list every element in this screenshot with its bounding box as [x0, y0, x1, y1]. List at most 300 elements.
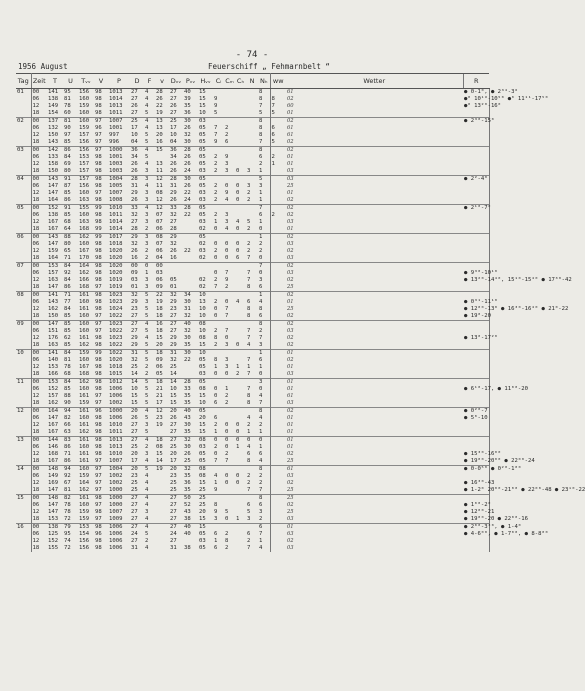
- value-cell: 30: [183, 118, 198, 126]
- value-cell: 40: [183, 89, 198, 97]
- value-cell: 27: [131, 219, 138, 225]
- value-cell: 3: [225, 357, 229, 363]
- value-cell: 0: [258, 386, 270, 393]
- value-cell: 0: [235, 437, 246, 445]
- value-cell: [270, 89, 286, 97]
- value-cell: 6: [258, 502, 270, 509]
- value-cell: 3: [145, 284, 149, 290]
- value-cell: 152: [48, 386, 59, 392]
- value-cell: 2: [258, 241, 270, 248]
- value-cell: 168: [79, 371, 90, 377]
- value-cell: 72: [64, 545, 71, 551]
- value-cell: 99: [94, 234, 108, 242]
- value-cell: 18: [32, 197, 40, 203]
- value-cell: 163: [48, 342, 59, 348]
- value-cell: 36: [130, 147, 144, 155]
- value-cell: [155, 524, 169, 532]
- value-cell: [224, 110, 235, 118]
- value-cell: [235, 292, 246, 300]
- value-cell: 159: [79, 103, 90, 109]
- table-row: [16, 429, 489, 437]
- day-cell: [16, 509, 31, 516]
- value-cell: 9: [225, 190, 229, 196]
- value-cell: 0: [225, 371, 229, 377]
- value-cell: 150: [48, 168, 59, 174]
- value-cell: 150: [48, 313, 59, 319]
- value-cell: 25: [170, 444, 177, 450]
- value-cell: 167: [48, 458, 59, 464]
- value-cell: [235, 263, 246, 271]
- weather-cell: ●⁰ 13²⁰-16⁰: [464, 103, 502, 109]
- table-row: [16, 524, 489, 532]
- weather-cell: ● 0³¹-11¹⁰: [464, 299, 498, 305]
- value-cell: 03: [287, 270, 294, 276]
- value-cell: 158: [48, 161, 59, 167]
- weather-cell: [463, 473, 489, 480]
- value-cell: 4: [145, 502, 149, 508]
- value-cell: 28: [170, 226, 177, 232]
- value-cell: 4: [144, 118, 155, 126]
- value-cell: 03: [287, 219, 294, 225]
- value-cell: [183, 371, 198, 379]
- value-cell: 2: [225, 400, 229, 406]
- value-cell: 32: [131, 212, 138, 218]
- value-cell: 97: [95, 393, 102, 399]
- day-cell: [16, 96, 31, 103]
- value-cell: 137: [47, 118, 63, 126]
- table-row: [16, 183, 489, 190]
- value-cell: 01: [287, 364, 294, 370]
- value-cell: 25: [131, 364, 138, 370]
- value-cell: 81: [63, 118, 78, 126]
- column-header: Hᵥᵥ: [198, 74, 213, 89]
- value-cell: 98: [95, 241, 102, 247]
- value-cell: 160: [79, 386, 90, 392]
- day-cell: [16, 248, 31, 255]
- weather-cell: ● 12⁰⁰-21: [464, 509, 495, 515]
- value-cell: 00: [31, 147, 47, 155]
- value-cell: 35: [184, 103, 191, 109]
- value-cell: 9: [225, 277, 229, 283]
- value-cell: 157: [79, 132, 90, 138]
- value-cell: 03: [156, 270, 163, 276]
- value-cell: 1: [258, 234, 270, 242]
- value-cell: 29: [131, 342, 138, 348]
- weather-cell: [463, 255, 489, 263]
- value-cell: 07: [156, 219, 163, 225]
- value-cell: 06: [32, 183, 40, 189]
- value-cell: 27: [170, 328, 177, 334]
- value-cell: 156: [79, 139, 90, 145]
- value-cell: 8: [258, 306, 270, 313]
- value-cell: 176: [48, 335, 59, 341]
- value-cell: 10: [199, 110, 206, 116]
- value-cell: 1010: [108, 205, 130, 213]
- weather-cell: ●⁰ 10¹°-10⁵⁰ ●⁰ 11¹¹-17⁵⁰: [464, 96, 549, 102]
- value-cell: 1020: [109, 357, 123, 363]
- value-cell: 95: [64, 531, 71, 537]
- weather-cell: [463, 495, 489, 503]
- weather-cell: ● 4-6⁰⁰, ● 1-7⁰⁰, ● 8-8⁰⁰: [464, 531, 549, 537]
- value-cell: [246, 103, 258, 110]
- value-cell: [246, 118, 258, 126]
- value-cell: [213, 292, 224, 300]
- value-cell: 04: [131, 139, 138, 145]
- value-cell: 10: [198, 292, 213, 300]
- value-cell: 138: [47, 524, 63, 532]
- value-cell: 1023: [109, 299, 123, 305]
- value-cell: 4: [247, 444, 251, 450]
- value-cell: 09: [156, 284, 163, 290]
- value-cell: 7: [225, 270, 229, 276]
- weather-cell: ● 0-1⁰, ● 2³⁴-3⁶: [464, 89, 518, 95]
- value-cell: [270, 350, 286, 358]
- value-cell: 02: [287, 342, 294, 348]
- value-cell: 159: [79, 125, 90, 131]
- value-cell: [246, 161, 258, 168]
- value-cell: 4: [144, 147, 155, 155]
- value-cell: 4: [145, 183, 149, 189]
- column-header: V: [94, 74, 108, 89]
- value-cell: 19: [155, 466, 169, 474]
- value-cell: [235, 531, 246, 538]
- value-cell: 1013: [108, 89, 130, 97]
- value-cell: 12: [32, 422, 40, 428]
- value-cell: 27: [130, 321, 144, 329]
- value-cell: 18: [32, 255, 40, 261]
- value-cell: 01: [287, 299, 294, 305]
- value-cell: 8: [258, 466, 270, 474]
- value-cell: 3: [145, 212, 149, 218]
- weather-cell: [463, 350, 489, 358]
- value-cell: 1000: [108, 147, 130, 155]
- value-cell: [224, 263, 235, 271]
- value-cell: 147: [48, 190, 59, 196]
- value-cell: 04: [170, 139, 177, 145]
- value-cell: 31: [184, 306, 191, 312]
- value-cell: 161: [78, 292, 94, 300]
- value-cell: 91: [63, 205, 78, 213]
- value-cell: 7: [247, 277, 251, 283]
- table-row: [16, 103, 489, 110]
- value-cell: 7: [258, 139, 270, 147]
- column-header: N: [246, 74, 258, 89]
- weather-cell: ● 12⁰⁰-13⁰ ● 16³⁰-16⁴⁰ ● 21⁰-22: [464, 306, 569, 312]
- value-cell: 03: [199, 248, 206, 254]
- year-month: 1956 August: [18, 62, 68, 71]
- weather-cell: [463, 371, 489, 379]
- value-cell: 147: [48, 284, 59, 290]
- value-cell: [270, 473, 286, 480]
- value-cell: 23: [131, 473, 138, 479]
- value-cell: 98: [95, 248, 102, 254]
- value-cell: 4: [144, 89, 155, 97]
- value-cell: [270, 437, 286, 445]
- value-cell: 20: [130, 466, 144, 474]
- weather-cell: [463, 263, 489, 271]
- value-cell: 86: [64, 197, 71, 203]
- value-cell: [213, 147, 224, 155]
- value-cell: 05: [199, 132, 206, 138]
- value-cell: 01: [287, 110, 294, 116]
- value-cell: 7: [214, 132, 218, 138]
- value-cell: 96: [94, 408, 108, 416]
- table-row: [16, 415, 489, 422]
- value-cell: 32: [130, 292, 144, 300]
- value-cell: 01: [286, 379, 463, 387]
- value-cell: 7: [225, 328, 229, 334]
- value-cell: 12: [32, 103, 40, 109]
- value-cell: 71: [64, 255, 71, 261]
- weather-cell: [463, 284, 489, 292]
- value-cell: 3: [225, 219, 229, 225]
- value-cell: 25: [199, 502, 206, 508]
- value-cell: 160: [79, 444, 90, 450]
- value-cell: 27: [169, 437, 183, 445]
- value-cell: 09: [156, 357, 163, 363]
- value-cell: [235, 415, 246, 422]
- value-cell: 15: [156, 335, 163, 341]
- value-cell: 5: [247, 509, 251, 515]
- value-cell: 32: [131, 241, 138, 247]
- value-cell: [270, 408, 286, 416]
- value-cell: 31: [170, 183, 177, 189]
- value-cell: 25: [199, 487, 206, 493]
- value-cell: 06: [32, 125, 40, 131]
- value-cell: 156: [79, 545, 90, 551]
- value-cell: 2: [258, 248, 270, 255]
- value-cell: [246, 125, 258, 132]
- value-cell: 29: [131, 299, 138, 305]
- value-cell: 10: [199, 306, 206, 312]
- value-cell: 27: [170, 219, 177, 225]
- day-cell: [16, 255, 31, 263]
- value-cell: 06: [32, 531, 40, 537]
- value-cell: [246, 292, 258, 300]
- value-cell: 142: [47, 147, 63, 155]
- value-cell: 30: [184, 139, 191, 145]
- value-cell: [235, 277, 246, 284]
- value-cell: 12: [32, 306, 40, 312]
- value-cell: 27: [169, 524, 183, 532]
- value-cell: 24: [184, 168, 191, 174]
- value-cell: 27: [131, 538, 138, 544]
- value-cell: 147: [48, 502, 59, 508]
- value-cell: 26: [131, 161, 138, 167]
- value-cell: 0: [236, 168, 240, 174]
- value-cell: [183, 241, 198, 248]
- value-cell: 12: [155, 176, 169, 184]
- value-cell: 2: [270, 154, 286, 161]
- value-cell: 02: [286, 408, 463, 416]
- table-row: [16, 168, 489, 176]
- value-cell: 7: [247, 487, 251, 493]
- value-cell: 161: [79, 422, 90, 428]
- value-cell: 06: [32, 473, 40, 479]
- value-cell: 9: [214, 96, 218, 102]
- day-cell: 07: [16, 263, 31, 271]
- value-cell: 98: [95, 183, 102, 189]
- value-cell: 08: [156, 444, 163, 450]
- value-cell: 27: [170, 96, 177, 102]
- value-cell: 160: [79, 299, 90, 305]
- value-cell: 00: [31, 437, 47, 445]
- value-cell: 03: [287, 255, 294, 261]
- value-cell: 12: [32, 161, 40, 167]
- value-cell: 06: [32, 357, 40, 363]
- value-cell: 03: [199, 444, 206, 450]
- value-cell: 25: [287, 509, 294, 515]
- value-cell: 78: [64, 103, 71, 109]
- value-cell: 06: [32, 299, 40, 305]
- value-cell: 99: [94, 350, 108, 358]
- value-cell: 0: [214, 386, 218, 392]
- value-cell: [270, 451, 286, 458]
- value-cell: 81: [64, 357, 71, 363]
- value-cell: 0: [214, 306, 218, 312]
- value-cell: 160: [79, 212, 90, 218]
- table-row: [16, 234, 489, 242]
- value-cell: 4: [144, 495, 155, 503]
- value-cell: 32: [184, 328, 191, 334]
- weather-cell: ● 2²-4⁰: [464, 176, 488, 182]
- value-cell: 157: [48, 270, 59, 276]
- value-cell: 12: [32, 248, 40, 254]
- value-cell: 2: [214, 248, 218, 254]
- day-cell: [16, 306, 31, 313]
- day-cell: [16, 110, 31, 118]
- value-cell: 08: [155, 234, 169, 242]
- value-cell: 98: [95, 255, 102, 261]
- weather-cell: [463, 538, 489, 545]
- value-cell: 6: [258, 524, 270, 532]
- weather-cell: [463, 125, 489, 132]
- value-cell: 6: [214, 531, 218, 537]
- value-cell: 7: [247, 371, 251, 377]
- value-cell: 79: [63, 524, 78, 532]
- value-cell: 161: [79, 335, 90, 341]
- value-cell: 160: [78, 321, 94, 329]
- value-cell: 4: [258, 299, 270, 306]
- value-cell: [270, 197, 286, 205]
- value-cell: 0: [246, 437, 258, 445]
- value-cell: 0: [225, 480, 229, 486]
- value-cell: [270, 400, 286, 408]
- value-cell: 00: [31, 234, 47, 242]
- value-cell: 168: [48, 451, 59, 457]
- value-cell: 147: [48, 509, 59, 515]
- value-cell: 0: [214, 226, 218, 232]
- value-cell: 30: [184, 422, 191, 428]
- value-cell: 1006: [109, 393, 123, 399]
- value-cell: 26: [131, 248, 138, 254]
- value-cell: 1017: [108, 234, 130, 242]
- value-cell: [224, 379, 235, 387]
- value-cell: 10: [198, 350, 213, 358]
- value-cell: 23: [170, 306, 177, 312]
- value-cell: 18: [32, 371, 40, 377]
- value-cell: 1: [258, 292, 270, 300]
- value-cell: [235, 538, 246, 545]
- value-cell: [213, 176, 224, 184]
- value-cell: 98: [94, 379, 108, 387]
- day-cell: 16: [16, 524, 31, 532]
- column-header: Pᵥᵥ: [183, 74, 198, 89]
- value-cell: 2: [145, 444, 149, 450]
- value-cell: 40: [183, 408, 198, 416]
- table-row: [16, 437, 489, 445]
- value-cell: 3: [214, 516, 218, 522]
- value-cell: 8: [225, 538, 229, 544]
- value-cell: 06: [32, 415, 40, 421]
- value-cell: 16: [170, 255, 177, 261]
- value-cell: 164: [48, 255, 59, 261]
- value-cell: 85: [63, 321, 78, 329]
- value-cell: 7: [225, 313, 229, 319]
- table-row: [16, 502, 489, 509]
- weather-cell: [463, 357, 489, 364]
- value-cell: [155, 495, 169, 503]
- weather-cell: [463, 393, 489, 400]
- day-cell: [16, 545, 31, 552]
- value-cell: [270, 516, 286, 524]
- value-cell: 12: [32, 132, 40, 138]
- value-cell: 1012: [108, 379, 130, 387]
- value-cell: [270, 538, 286, 545]
- value-cell: 97: [95, 400, 102, 406]
- value-cell: 86: [63, 147, 78, 155]
- value-cell: 27: [131, 509, 138, 515]
- table-row: [16, 125, 489, 132]
- value-cell: 08: [198, 321, 213, 329]
- value-cell: 35: [184, 393, 191, 399]
- value-cell: 8: [258, 89, 270, 97]
- value-cell: [155, 531, 169, 538]
- value-cell: 27: [130, 495, 144, 503]
- value-cell: 148: [47, 495, 63, 503]
- value-cell: 32: [131, 357, 138, 363]
- value-cell: 3: [247, 168, 251, 174]
- value-cell: 71: [63, 292, 78, 300]
- value-cell: [183, 538, 198, 545]
- value-cell: 4: [145, 516, 149, 522]
- value-cell: [270, 386, 286, 393]
- day-cell: [16, 183, 31, 190]
- value-cell: 94: [63, 466, 78, 474]
- value-cell: 8: [247, 284, 251, 290]
- value-cell: 143: [48, 139, 59, 145]
- value-cell: 2: [214, 422, 218, 428]
- value-cell: [224, 96, 235, 103]
- value-cell: 151: [48, 328, 59, 334]
- value-cell: 3: [258, 379, 270, 387]
- value-cell: 30: [183, 176, 198, 184]
- value-cell: [235, 451, 246, 458]
- value-cell: 25: [169, 118, 183, 126]
- value-cell: 99: [94, 205, 108, 213]
- value-cell: 1: [214, 219, 218, 225]
- value-cell: 25: [170, 364, 177, 370]
- column-header: U: [63, 74, 78, 89]
- weather-cell: [463, 226, 489, 234]
- table-row: [16, 154, 489, 161]
- value-cell: 61: [286, 466, 463, 474]
- value-cell: 29: [170, 342, 177, 348]
- value-cell: 157: [79, 161, 90, 167]
- value-cell: 153: [48, 516, 59, 522]
- value-cell: 3: [145, 168, 149, 174]
- value-cell: 147: [48, 241, 59, 247]
